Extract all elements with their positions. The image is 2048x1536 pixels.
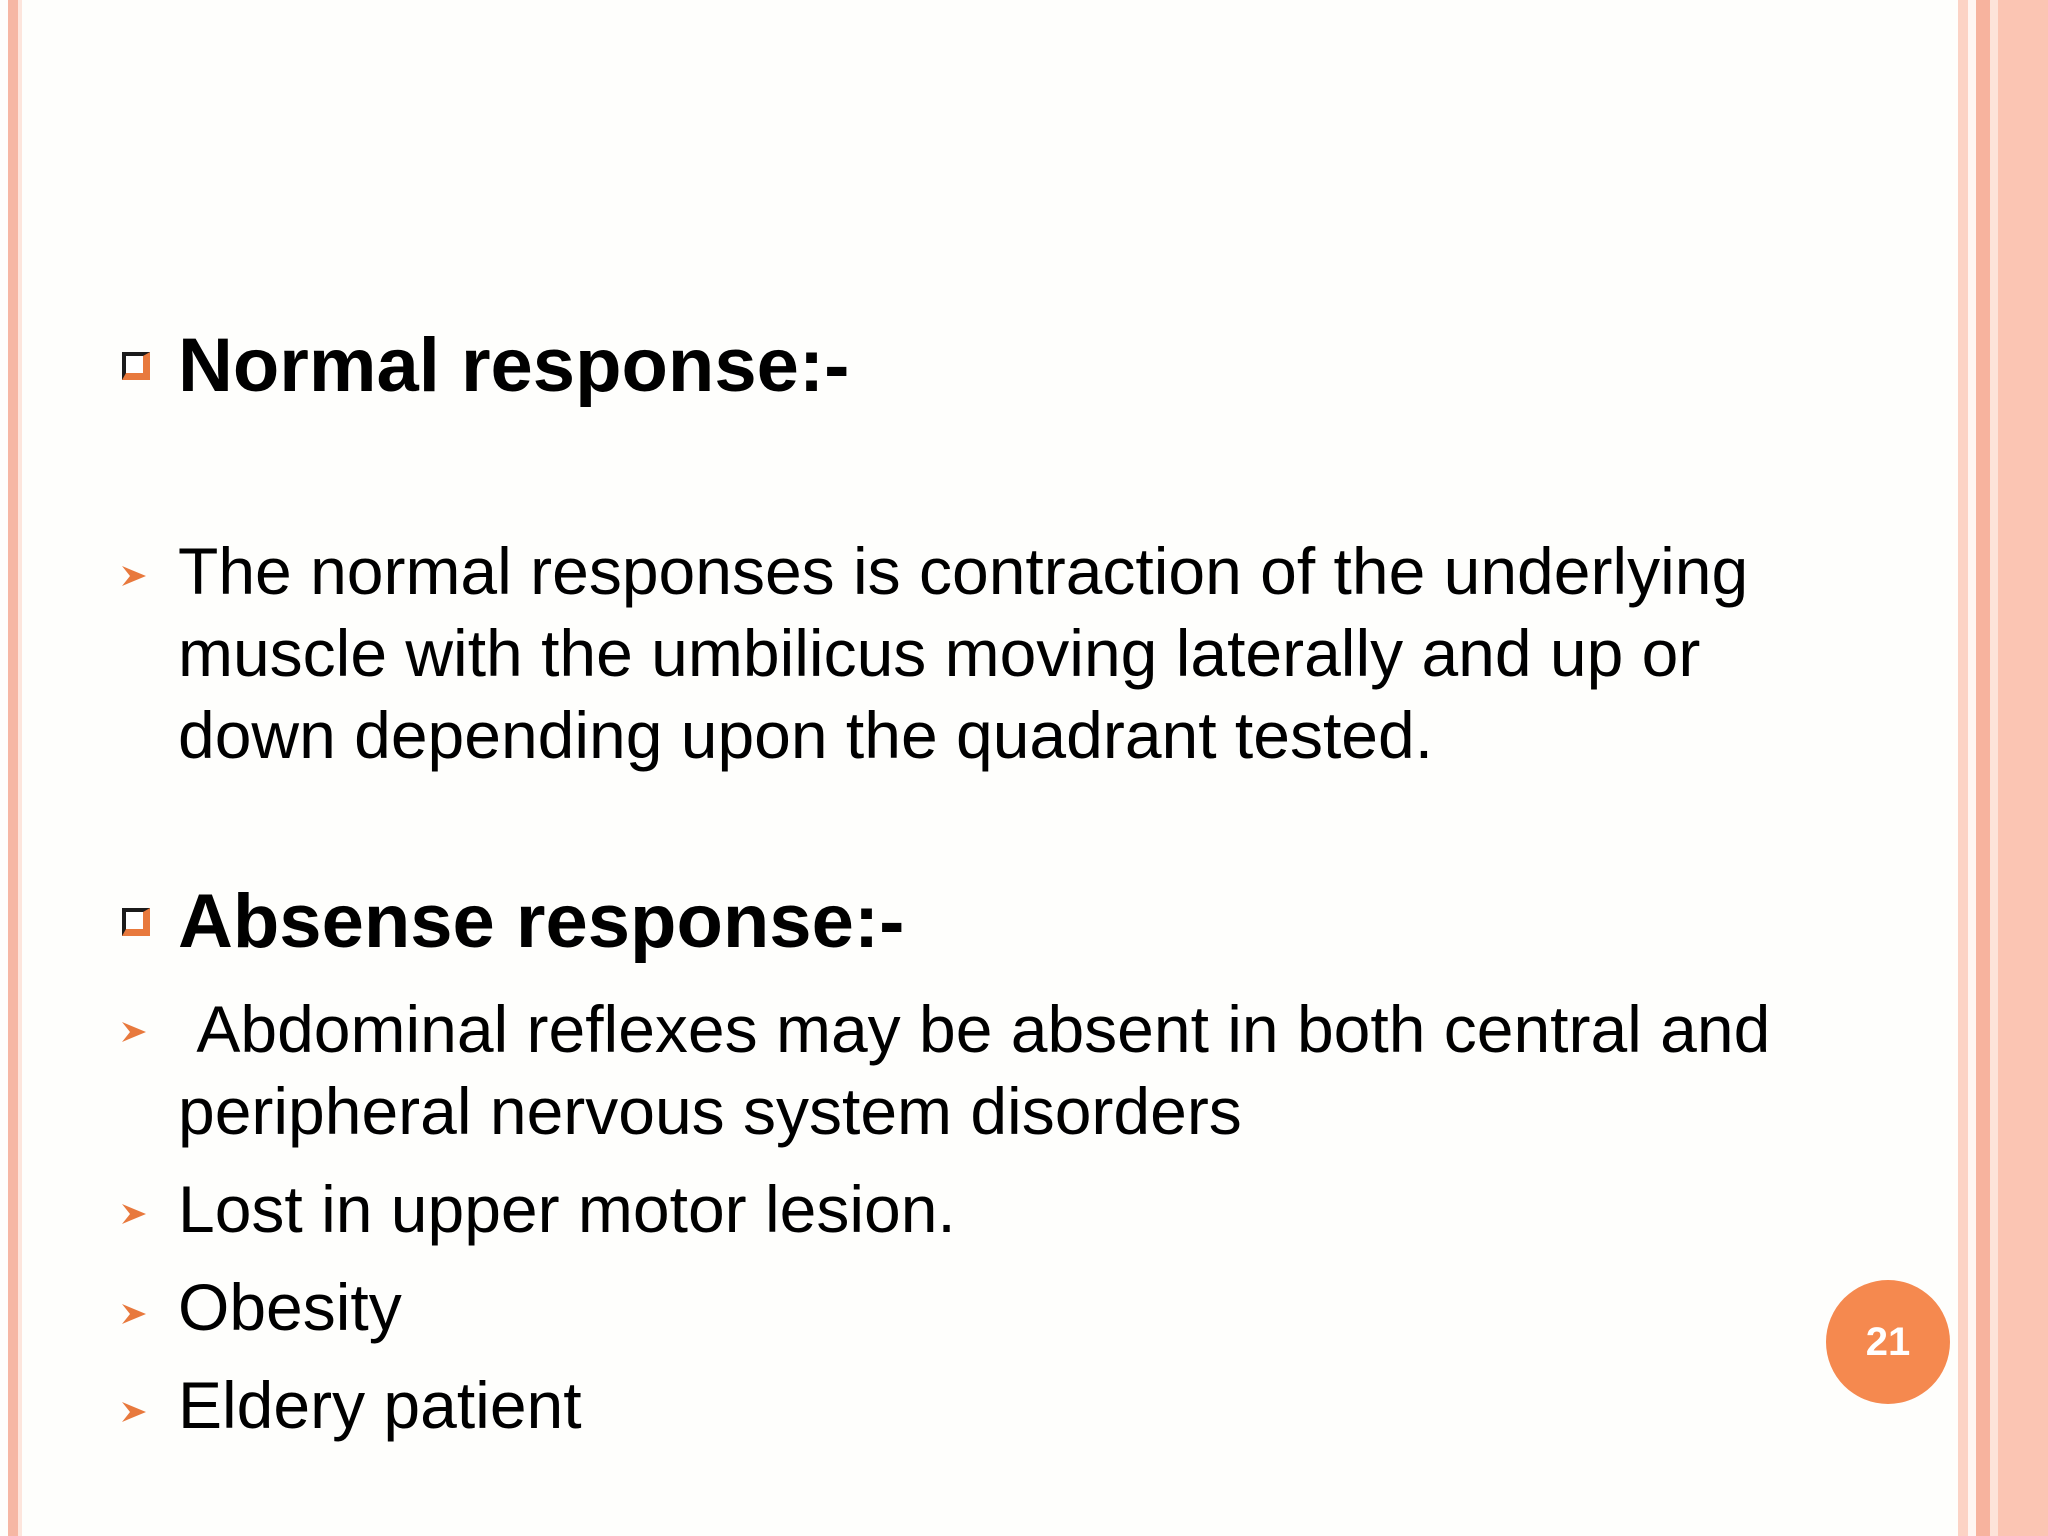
bullet-text: Eldery patient: [178, 1368, 582, 1442]
arrow-bullet-icon: [118, 1016, 150, 1048]
bullet-text: The normal responses is contraction of the underlying muscle with the umbilicus moving laterally and up or down depending upon the quadrant tested.: [178, 534, 1749, 772]
arrow-bullet-icon: [118, 1396, 150, 1428]
bullet-text: Lost in upper motor lesion.: [178, 1172, 956, 1246]
right-stripe: [1976, 0, 1990, 1536]
arrow-bullet-icon: [118, 1298, 150, 1330]
section-heading-normal: Normal response:-: [178, 323, 850, 408]
right-stripe: [1958, 0, 1968, 1536]
arrow-bullet-icon: [118, 560, 150, 592]
right-stripe: [1998, 0, 2048, 1536]
section-heading-absense: Absense response:-: [178, 879, 905, 964]
bullet-text: Abdominal reflexes may be absent in both central and peripheral nervous system disorders: [178, 992, 1789, 1148]
arrow-bullet-icon: [118, 1198, 150, 1230]
page-number-badge: 21: [1826, 1280, 1950, 1404]
square-bullet-icon: [122, 908, 150, 936]
bullet-text: Obesity: [178, 1270, 402, 1344]
right-stripe: [1968, 0, 1976, 1536]
right-stripe: [1990, 0, 1998, 1536]
square-bullet-icon: [122, 352, 150, 380]
